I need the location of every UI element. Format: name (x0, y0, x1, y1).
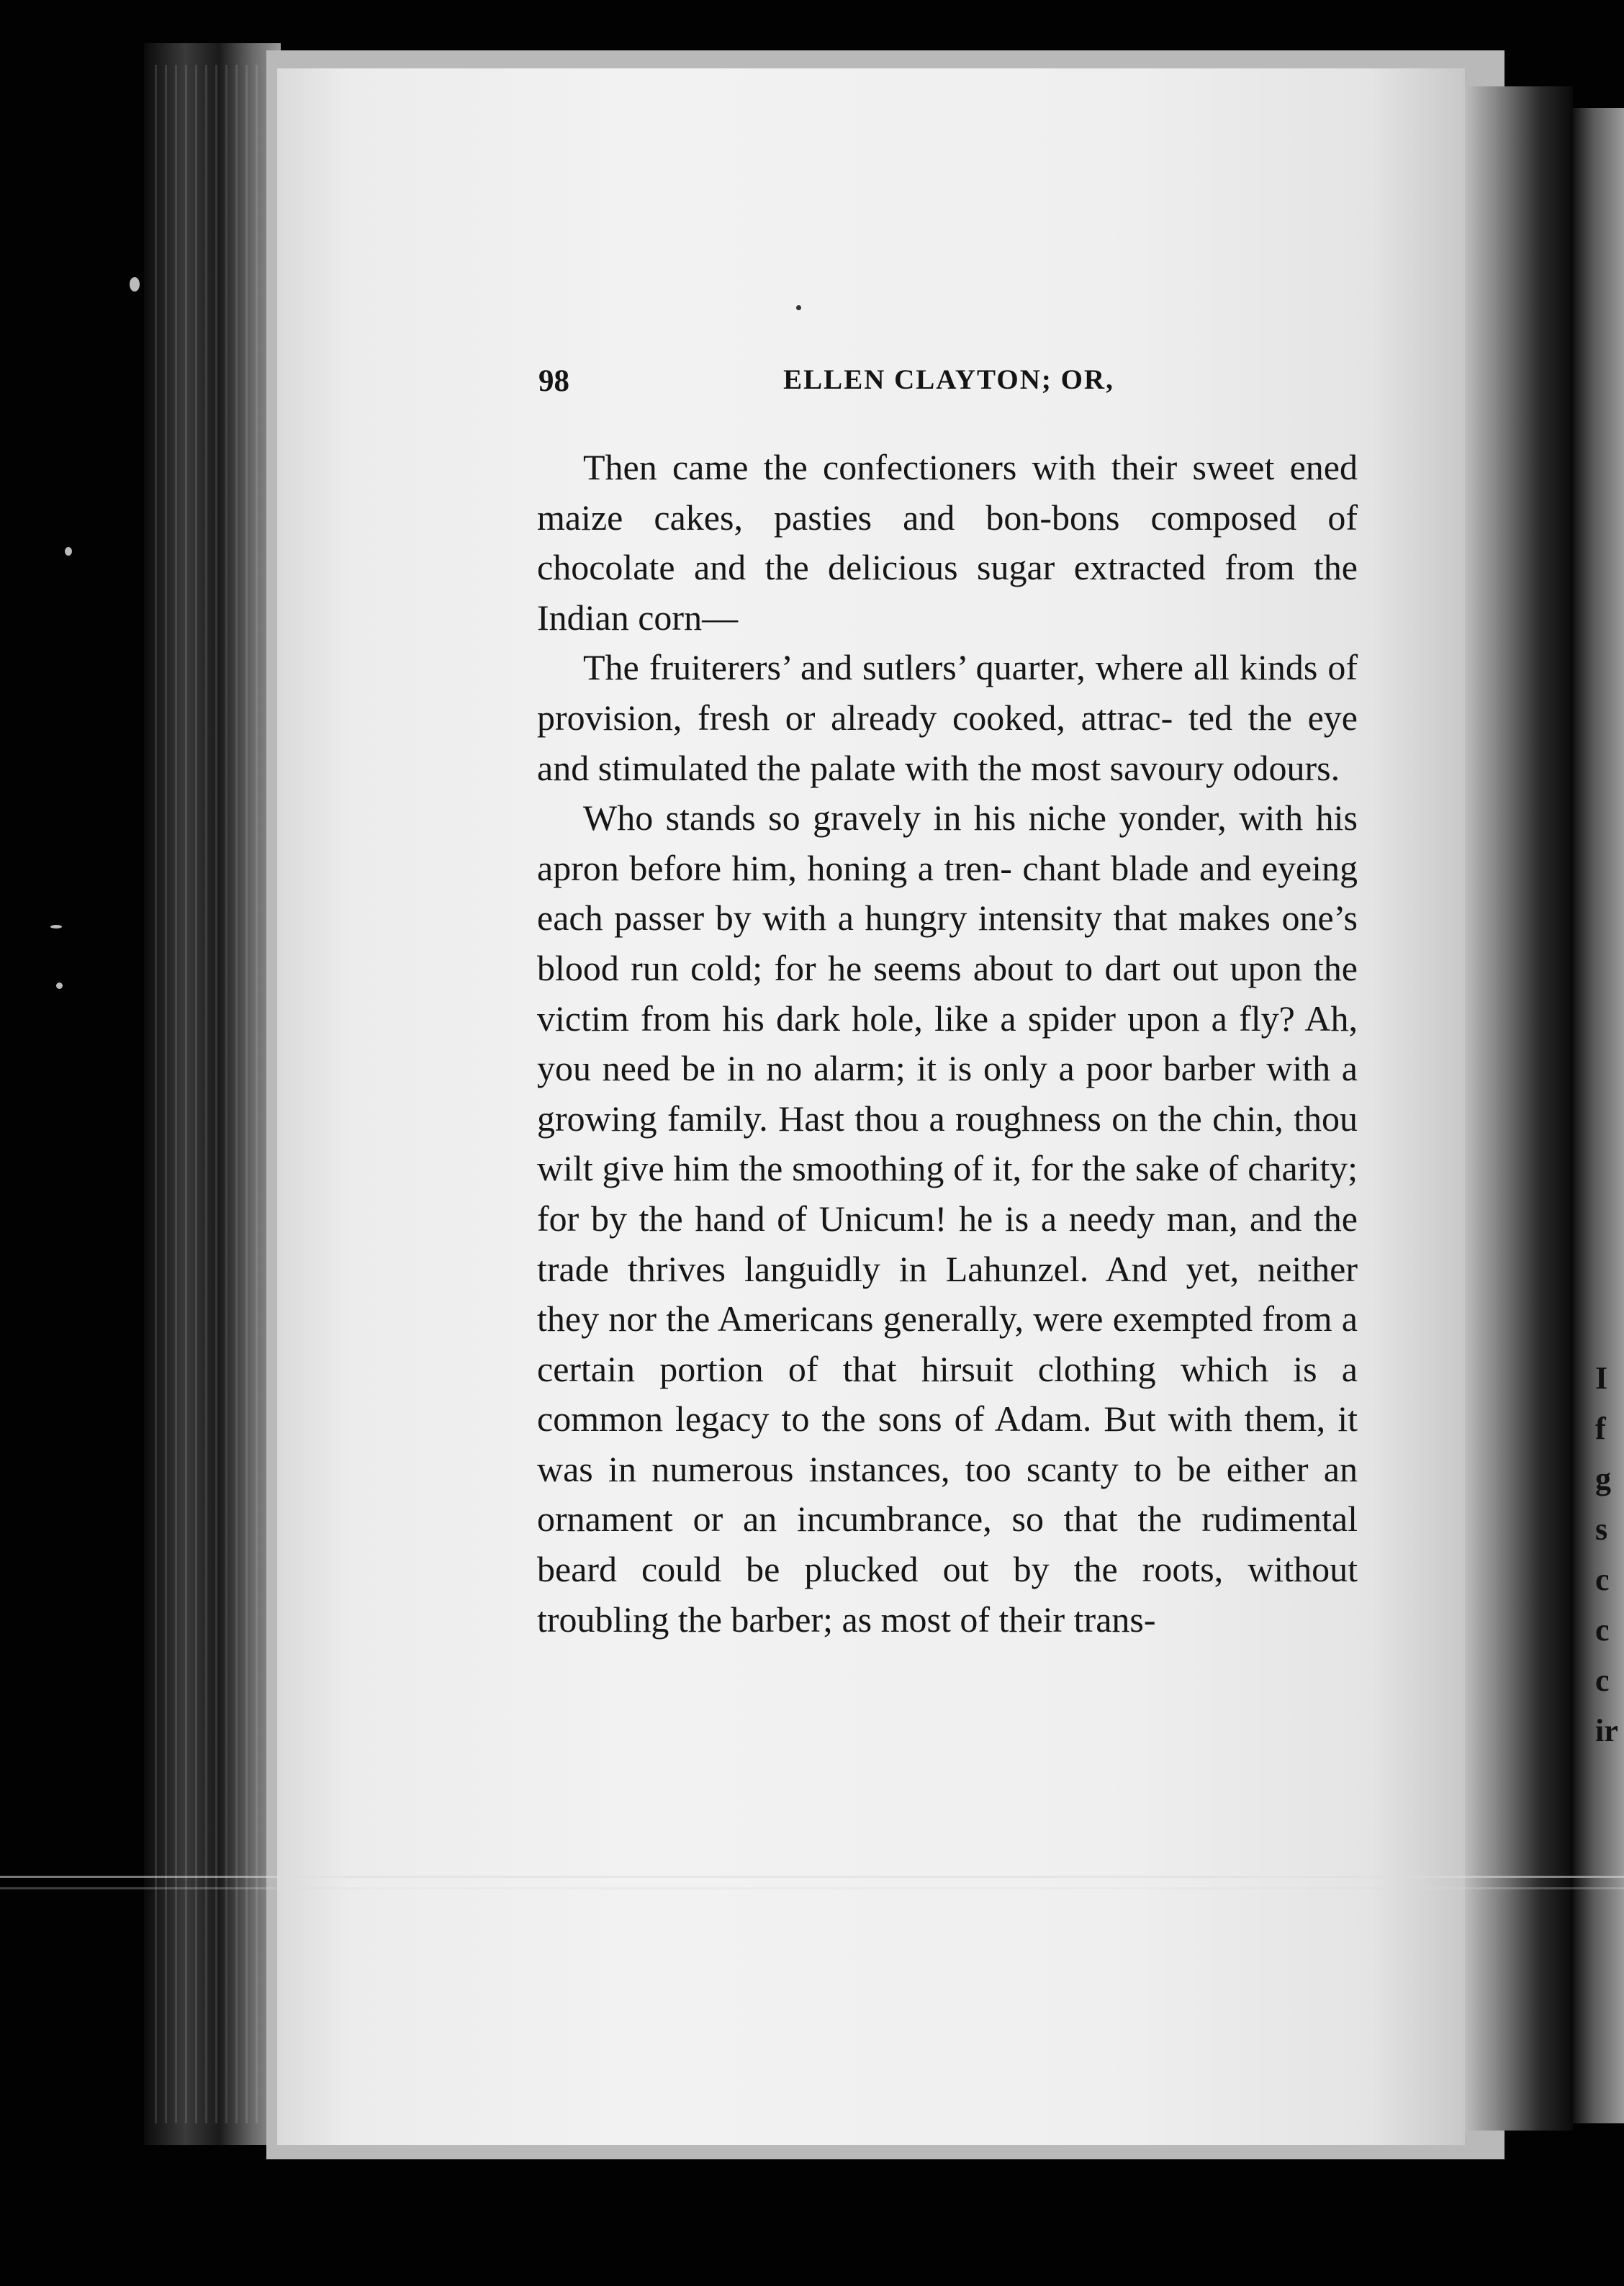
book-gutter-right (1465, 86, 1573, 2131)
fragment: c (1595, 1663, 1610, 1698)
fragment: ir (1595, 1713, 1618, 1748)
running-title: ELLEN CLAYTON; OR, (783, 364, 1114, 395)
paragraph: The fruiterers’ and sutlers’ quarter, where all kinds of provision, fresh or already cooked, attrac- ted the eye and stimulated the palate with the most savoury odours. (537, 647, 1358, 788)
fragment: f (1595, 1411, 1606, 1446)
page-number: 98 (538, 364, 569, 398)
scan-speck (65, 547, 72, 556)
fragment: c (1595, 1562, 1610, 1597)
page-body (537, 443, 1358, 1645)
fragment: c (1595, 1612, 1610, 1648)
facing-page-text-fragments (1595, 1353, 1624, 1756)
scan-artifact-line (0, 1887, 1624, 1889)
facing-page-edge (1573, 108, 1624, 2123)
paragraph: Then came the confectioners with their sweet ened maize cakes, pasties and bon-bons composed of chocolate and the delicious sugar extracted from the Indian corn— (537, 447, 1358, 638)
binding-texture (155, 65, 263, 2123)
page-speck (796, 305, 801, 310)
fragment: I (1595, 1360, 1608, 1396)
paragraph: Who stands so gravely in his niche yonder, with his apron before him, honing a tren- chant blade and eyeing each passer by with a hungry intensity that makes one’s blood run cold; for he seems about to dart out upon the victim from his dark hole, like a spider upon a fly? Ah, you need be in no alarm; it is only a poor barber with a growing family. Hast thou a roughness on the chin, thou wilt give him the smoothing of it, for the sake of charity; for by the hand of Unicum! he is a needy man, and the trade thrives languidly in Lahunzel. And yet, neither they nor the Americans generally, were exempted from a certain portion of that hirsuit clothing which is a common legacy to the sons of Adam. But with them, it was in numerous instances, too scanty to be either an ornament or an incumbrance, so that the rudimental beard could be plucked out by the roots, without troubling the barber; as most of their trans- (537, 798, 1358, 1640)
scan-artifact-line (0, 1876, 1624, 1878)
page-header (538, 363, 1359, 407)
scan-speck (56, 982, 63, 989)
scan-speck (50, 925, 62, 929)
fragment: g (1595, 1461, 1611, 1496)
scan-speck (130, 277, 140, 292)
fragment: s (1595, 1512, 1608, 1547)
